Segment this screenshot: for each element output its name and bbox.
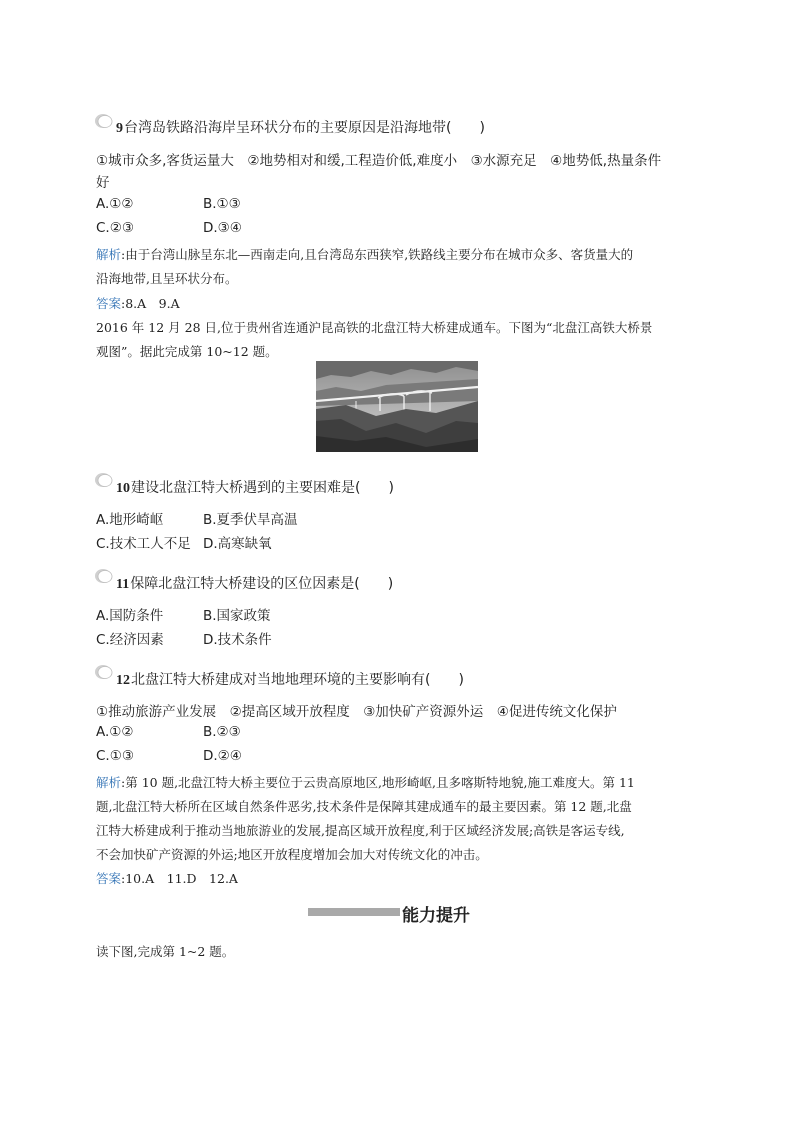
q10-stem: 建设北盘江特大桥遇到的主要困难是( ) — [131, 480, 394, 496]
analysis1-label: 解析 — [96, 247, 122, 262]
question-badge-icon — [94, 472, 114, 488]
q9-title — [116, 117, 485, 137]
q10-choice-b[interactable]: B.夏季伏旱高温 — [203, 512, 298, 528]
q12-choice-c[interactable]: C.①③ — [96, 748, 134, 764]
answer1-label: 答案 — [96, 296, 122, 311]
q12-choice-d[interactable]: D.②④ — [203, 748, 242, 764]
q10-title — [116, 477, 394, 497]
answer1 — [96, 294, 180, 312]
answer2-label: 答案 — [96, 871, 122, 886]
q9-options-line1: ①城市众多,客货运量大 ②地势相对和缓,工程造价低,难度小 ③水源充足 ④地势低,热量条件 — [96, 153, 662, 169]
q11-title — [116, 573, 393, 593]
q12-number: 12 — [116, 673, 130, 688]
answer2 — [96, 869, 238, 887]
q12-stem: 北盘江特大桥建成对当地地理环境的主要影响有( ) — [131, 672, 464, 688]
answer2-text: :10.A 11.D 12.A — [121, 871, 238, 886]
q12-choice-b[interactable]: B.②③ — [203, 724, 241, 740]
q10-number: 10 — [116, 481, 130, 496]
q9-options-line2: 好 — [96, 175, 110, 191]
q9-number: 9 — [116, 121, 123, 136]
q9-choice-a[interactable]: A.①② — [96, 196, 134, 212]
analysis2-label: 解析 — [96, 775, 122, 790]
intro-line1: 2016 年 12 月 28 日,位于贵州省连通沪昆高铁的北盘江特大桥建成通车。下图为“北盘江高铁大桥景 — [96, 320, 653, 335]
question-badge-icon — [94, 113, 114, 129]
analysis1-line1: 解析:由于台湾山脉呈东北—西南走向,且台湾岛东西狭窄,铁路线主要分布在城市众多、客货量大的 — [96, 247, 634, 262]
section-title: 能力提升 — [402, 906, 470, 926]
bridge-photo — [316, 361, 478, 452]
q9-choice-b[interactable]: B.①③ — [203, 196, 241, 212]
analysis2-line3: 江特大桥建成利于推动当地旅游业的发展,提高区域开放程度,利于区域经济发展;高铁是客运专线, — [96, 823, 625, 838]
q10-choice-d[interactable]: D.高寒缺氧 — [203, 536, 272, 552]
q11-stem: 保障北盘江特大桥建设的区位因素是( ) — [130, 576, 394, 592]
intro-line2: 观图”。据此完成第 10~12 题。 — [96, 344, 278, 359]
final-instruction: 读下图,完成第 1~2 题。 — [96, 944, 235, 959]
q12-title — [116, 669, 464, 689]
q10-choice-c[interactable]: C.技术工人不足 — [96, 536, 191, 552]
question-badge-icon — [94, 568, 114, 584]
q12-choice-a[interactable]: A.①② — [96, 724, 134, 740]
q9-stem: 台湾岛铁路沿海岸呈环状分布的主要原因是沿海地带( ) — [124, 120, 485, 136]
q11-choice-a[interactable]: A.国防条件 — [96, 608, 164, 624]
q11-number: 11 — [116, 577, 130, 592]
q11-choice-d[interactable]: D.技术条件 — [203, 632, 272, 648]
analysis2-line4: 不会加快矿产资源的外运;地区开放程度增加会加大对传统文化的冲击。 — [96, 847, 488, 862]
q9-choice-d[interactable]: D.③④ — [203, 220, 242, 236]
analysis1-line2: 沿海地带,且呈环状分布。 — [96, 271, 238, 286]
q9-choice-c[interactable]: C.②③ — [96, 220, 134, 236]
question-badge-icon — [94, 664, 114, 680]
analysis2-line1: 解析:第 10 题,北盘江特大桥主要位于云贵高原地区,地形崎岖,且多喀斯特地貌,施工难度大。第 11 — [96, 775, 635, 790]
q10-choice-a[interactable]: A.地形崎岖 — [96, 512, 164, 528]
q11-choice-b[interactable]: B.国家政策 — [203, 608, 271, 624]
analysis2-line2: 题,北盘江特大桥所在区域自然条件恶劣,技术条件是保障其建成通车的最主要因素。第 12 题,北盘 — [96, 799, 632, 814]
answer1-text: :8.A 9.A — [121, 296, 180, 311]
section-divider-bar — [308, 908, 400, 916]
q11-choice-c[interactable]: C.经济因素 — [96, 632, 164, 648]
q12-options-line1: ①推动旅游产业发展 ②提高区域开放程度 ③加快矿产资源外运 ④促进传统文化保护 — [96, 704, 617, 720]
